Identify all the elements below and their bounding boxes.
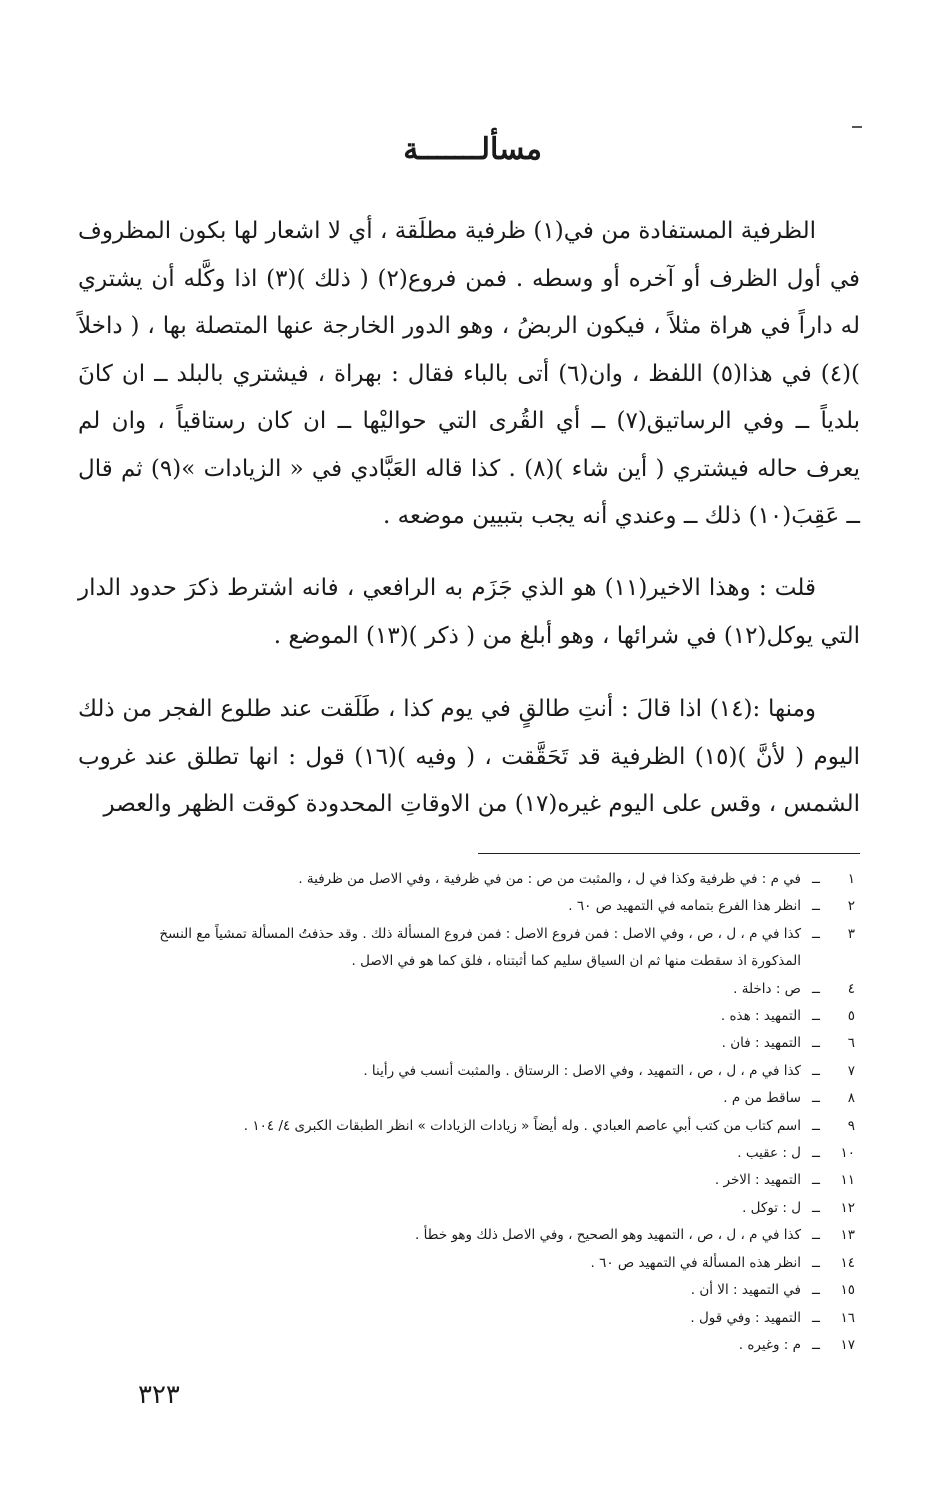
footnote-dash: ــ [812,1309,820,1326]
footnote-text: كذا في م ، ل ، ص ، وفي الاصل : فمن فروع الاصل : فمن فروع المسألة ذلك . وقد حذفتُ المسألة تمشياً مع النسخ المذكورة اذ سقطت منها ثم ان السياق سليم كما أثبتناه ، فلق كما هو في الاصل . [159,925,801,970]
footnote-text: التمهيد : فان . [721,1035,801,1052]
footnote-dash: ــ [812,1172,820,1189]
footnote-text: التمهيد : وفي قول . [690,1309,801,1326]
footnote-item [120,893,855,920]
footnote-item [120,1003,855,1030]
footnote-number: ٢ [847,898,855,915]
footnote-number: ٥ [847,1008,855,1025]
footnote-number: ١٣ [840,1227,855,1244]
footnote-dash: ــ [812,1254,820,1271]
footnote-item [120,1222,855,1249]
footnote-number: ٨ [847,1090,855,1107]
paragraph-1 [78,208,860,541]
footnote-dash: ــ [812,1062,820,1079]
footnote-number: ٣ [847,925,855,942]
footnote-text: انظر هذا الفرع بتمامه في التمهيد ص ٦٠ . [568,898,801,915]
paragraph-text: ومنها :(١٤) اذا قالَ : أنتِ طالقٍ في يوم كذا ، طَلَقت عند طلوع الفجر من ذلك اليوم ( لأنَّ )(١٥) الظرفية قد تَحَقَّقت ، ( وفيه )(١٦) قول : انها تطلق عند غروب الشمس ، وقس على اليوم غيره(١٧) من الاوقاتِ المحدودة كوقت الظهر والعصر [78,696,860,817]
footnote-text: التمهيد : هذه . [720,1008,801,1025]
footnote-number: ١٦ [840,1309,855,1326]
footnote-number: ٩ [847,1117,855,1134]
footnote-number: ١٢ [840,1199,855,1216]
footnote-text: ص : داخلة . [733,980,801,997]
footnote-dash: ــ [812,1117,820,1134]
footnote-item [120,1030,855,1057]
footnote-item [120,976,855,1003]
footnote-divider [478,853,860,854]
paragraph-2 [78,565,860,660]
footnote-text: اسم كتاب من كتب أبي عاصم العبادي . وله أيضاً « زيادات الزيادات » انظر الطبقات الكبرى ٤/ ١٠٤ . [243,1117,801,1134]
footnote-dash: ــ [812,898,820,915]
margin-mark [852,126,862,128]
footnote-item [120,1085,855,1112]
footnote-number: ٧ [847,1062,855,1079]
footnote-text: كذا في م ، ل ، ص ، التمهيد ، وفي الاصل : الرستاق . والمثبت أنسب في رأينا . [363,1062,801,1079]
footnote-dash: ــ [812,925,820,942]
footnote-number: ٦ [847,1035,855,1052]
footnote-text: التمهيد : الاخر . [714,1172,801,1189]
footnote-text: في التمهيد : الا أن . [690,1282,801,1299]
footnote-number: ١٧ [840,1336,855,1353]
footnote-dash: ــ [812,871,820,887]
paragraph-text: قلت : وهذا الاخير(١١) هو الذي جَزَم به الرافعي ، فانه اشترط ذكرَ حدود الدار التي يوكل(١٢) في شرائها ، وهو أبلغ من ( ذكر )(١٣) الموضع . [78,575,860,649]
footnote-item [120,921,855,976]
footnote-text: في م : في ظرفية وكذا في ل ، والمثبت من ص : من في ظرفية ، وفي الاصل من ظرفية . [298,871,801,887]
footnote-text: م : وغيره . [738,1336,801,1353]
footnote-number: ٤ [847,980,855,997]
footnote-item [120,866,855,893]
footnote-number: ١٤ [840,1254,855,1271]
footnote-dash: ــ [812,1336,820,1353]
page-number: ٣٢٣ [138,1380,180,1410]
footnote-item [120,1195,855,1222]
footnote-number: ١٥ [840,1282,855,1299]
page-title: مسألـــــــة [403,132,542,167]
paragraph-3 [78,686,860,829]
footnote-dash: ــ [812,1090,820,1107]
footnote-dash: ــ [812,1199,820,1216]
footnote-text: ساقط من م . [723,1090,801,1107]
footnote-text: انظر هذه المسألة في التمهيد ص ٦٠ . [590,1254,801,1271]
footnote-item [120,1305,855,1332]
footnote-dash: ــ [812,1227,820,1244]
footnote-number: ١١ [840,1172,855,1189]
footnote-text: كذا في م ، ل ، ص ، التمهيد وهو الصحيح ، وفي الاصل ذلك وهو خطأ . [415,1227,801,1244]
footnote-number: ١ [847,871,855,887]
footnote-item [120,1250,855,1277]
footnote-item [120,1113,855,1140]
footnote-text: ل : توكل . [742,1199,801,1216]
footnote-dash: ــ [812,1035,820,1052]
paragraph-text: الظرفية المستفادة من في(١) ظرفية مطلَقة ، أي لا اشعار لها بكون المظروف في أول الظرف أو آخره أو وسطه . فمن فروع(٢) ( ذلك )(٣) اذا وكَّله أن يشتري له داراً في هراة مثلاً ، فيكون الربضُ ، وهو الدور الخارجة عنها المتصلة بها ، ( داخلاً )(٤) في هذا(٥) اللفظ ، وان(٦) أتى بالباء فقال : بهراة ، فيشتري بالبلد ــ ان كانَ بلدياً ــ وفي الرساتيق(٧) ــ أي القُرى التي حواليْها ــ ان كان رستاقياً ، وان لم يعرف حاله فيشتري ( أين شاء )(٨) . كذا قاله العَبَّادي في « الزيادات »(٩) ثم قال ــ عَقِبَ(١٠) ذلك ــ وعندي أنه يجب بتبيين موضعه . [78,218,861,529]
footnote-item [120,1167,855,1194]
footnote-dash: ــ [812,1145,820,1162]
footnote-item [120,1277,855,1304]
footnote-dash: ــ [812,980,820,997]
footnote-item [120,1140,855,1167]
footnotes-list [120,866,855,1359]
footnote-text: ل : عقيب . [737,1145,801,1162]
footnote-item [120,1332,855,1359]
footnote-dash: ــ [812,1282,820,1299]
footnote-item [120,1058,855,1085]
footnote-dash: ــ [812,1008,820,1025]
footnote-number: ١٠ [840,1145,855,1162]
